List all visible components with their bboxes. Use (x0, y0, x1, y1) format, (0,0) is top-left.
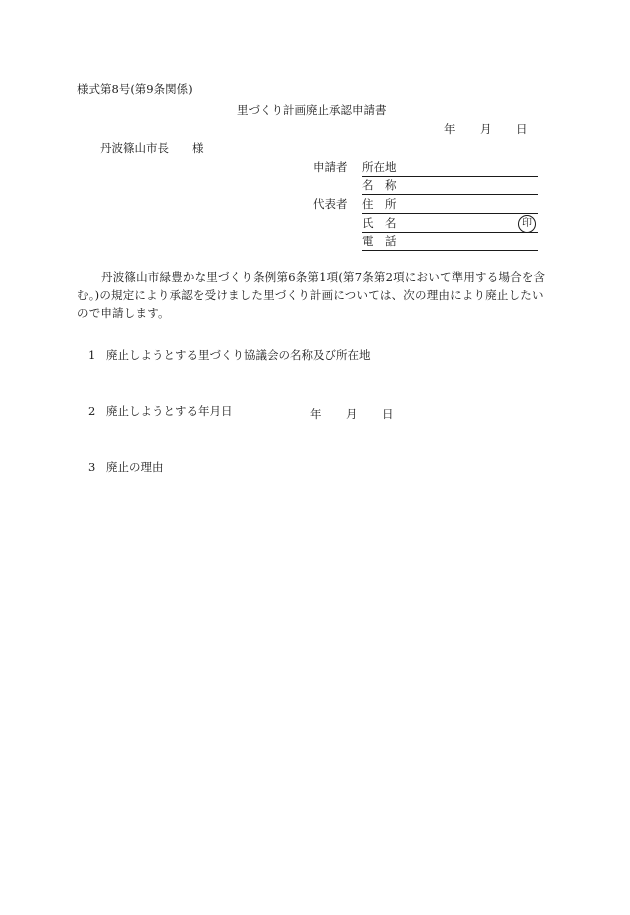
item-1-number: 1 (88, 348, 96, 362)
date-header (444, 124, 528, 136)
item-2-day-label: 日 (382, 407, 394, 421)
applicant-location-field[interactable] (362, 162, 538, 177)
representative-address-field[interactable] (362, 199, 538, 214)
form-number: 様式第8号(第9条関係) (77, 82, 193, 96)
item-2-date (310, 406, 394, 422)
item-2 (88, 406, 233, 418)
addressee: 丹波篠山市長 様 (100, 141, 204, 155)
item-2-year-label: 年 (310, 407, 322, 421)
item-2-month-label: 月 (346, 407, 358, 421)
representative-address-label: 住 所 (362, 197, 397, 211)
document-title: 里づくり計画廃止承認申請書 (237, 103, 387, 117)
representative-role-label: 代表者 (313, 197, 348, 211)
representative-name-field[interactable] (362, 218, 538, 233)
applicant-name-label: 名 称 (362, 178, 397, 192)
seal-mark-icon: 印 (518, 215, 536, 233)
applicant-name-field[interactable] (362, 180, 538, 195)
representative-phone-field[interactable] (362, 236, 538, 251)
applicant-role-label: 申請者 (313, 160, 348, 174)
date-year-label: 年 (444, 122, 456, 136)
item-3 (88, 462, 164, 474)
item-3-label: 廃止の理由 (106, 460, 164, 474)
applicant-location-label: 所在地 (362, 160, 397, 174)
item-2-number: 2 (88, 404, 96, 418)
date-month-label: 月 (480, 122, 492, 136)
item-2-label: 廃止しようとする年月日 (106, 404, 233, 418)
item-1-label: 廃止しようとする里づくり協議会の名称及び所在地 (106, 348, 371, 362)
item-3-number: 3 (88, 460, 96, 474)
representative-phone-label: 電 話 (362, 234, 397, 248)
representative-name-label: 氏 名 (362, 216, 397, 230)
item-1 (88, 350, 371, 362)
date-day-label: 日 (516, 122, 528, 136)
body-paragraph: 丹波篠山市緑豊かな里づくり条例第6条第1項(第7条第2項において準用する場合を含む。)の規定により承認を受けました里づくり計画については、次の理由により廃止したいので申請します。 (77, 270, 546, 320)
